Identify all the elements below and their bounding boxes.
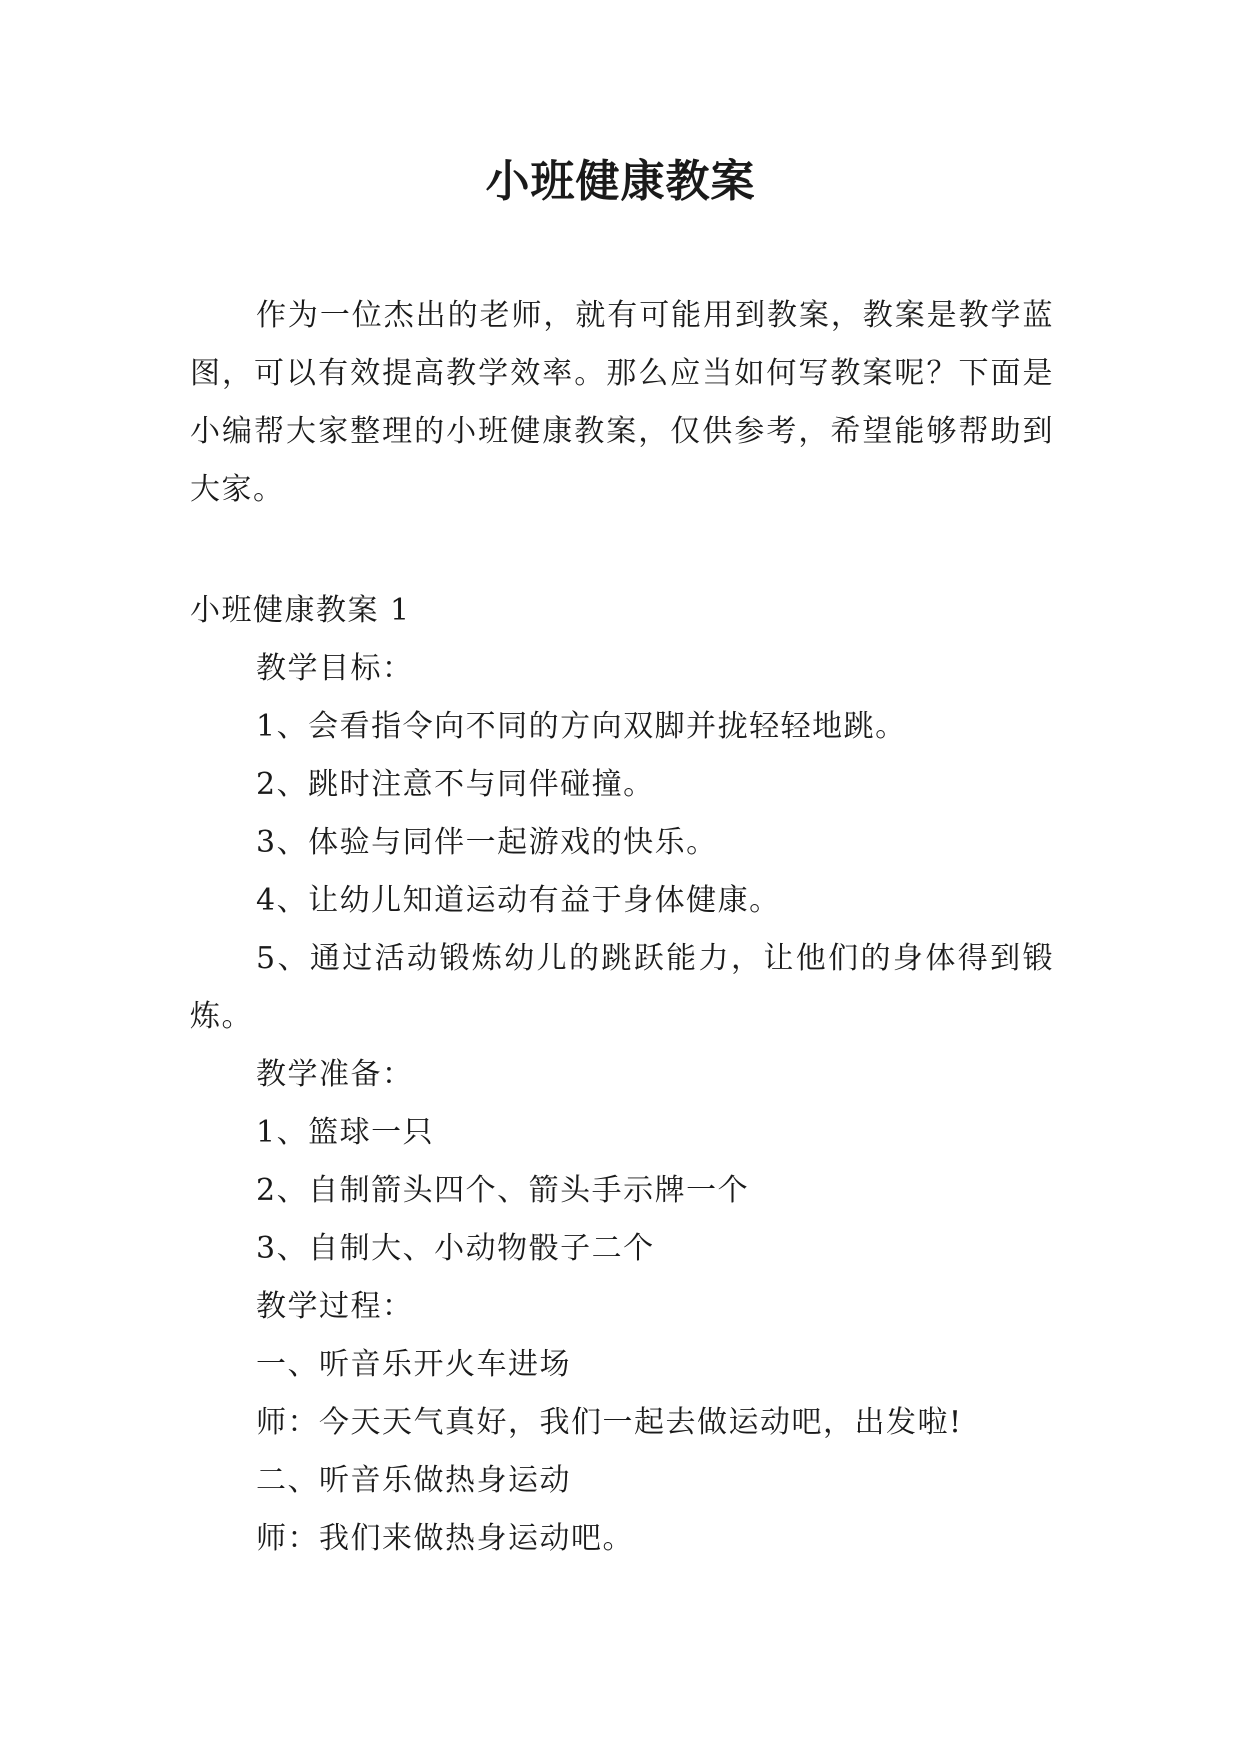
process-step: 一、听音乐开火车进场 — [256, 1347, 571, 1382]
process-step: 二、听音乐做热身运动 — [256, 1463, 571, 1498]
process-heading: 教学过程： — [256, 1289, 414, 1324]
prep-item: 3、自制大、小动物骰子二个 — [256, 1231, 655, 1266]
document-body — [190, 582, 1054, 1568]
goal-item: 1、会看指令向不同的方向双脚并拢轻轻地跳。 — [256, 709, 907, 744]
process-dialogue: 师：我们来做热身运动吧。 — [256, 1521, 634, 1556]
goal-item: 5、通过活动锻炼幼儿的跳跃能力，让他们的身体得到锻炼。 — [190, 941, 1054, 1034]
goals-heading: 教学目标： — [256, 651, 414, 686]
prep-item: 2、自制箭头四个、箭头手示牌一个 — [256, 1173, 750, 1208]
goal-item: 4、让幼儿知道运动有益于身体健康。 — [256, 883, 781, 918]
intro-paragraph: 作为一位杰出的老师，就有可能用到教案，教案是教学蓝图，可以有效提高教学效率。那么应当如何写教案呢？下面是小编帮大家整理的小班健康教案，仅供参考，希望能够帮助到大家。 — [190, 298, 1054, 507]
goal-item: 2、跳时注意不与同伴碰撞。 — [256, 767, 655, 802]
prep-heading: 教学准备： — [256, 1057, 414, 1092]
process-dialogue: 师：今天天气真好，我们一起去做运动吧，出发啦! — [256, 1405, 963, 1440]
document-title: 小班健康教案 — [485, 156, 756, 207]
goal-item: 3、体验与同伴一起游戏的快乐。 — [256, 825, 718, 860]
prep-item: 1、篮球一只 — [256, 1115, 435, 1150]
section-heading: 小班健康教案 1 — [190, 593, 411, 628]
